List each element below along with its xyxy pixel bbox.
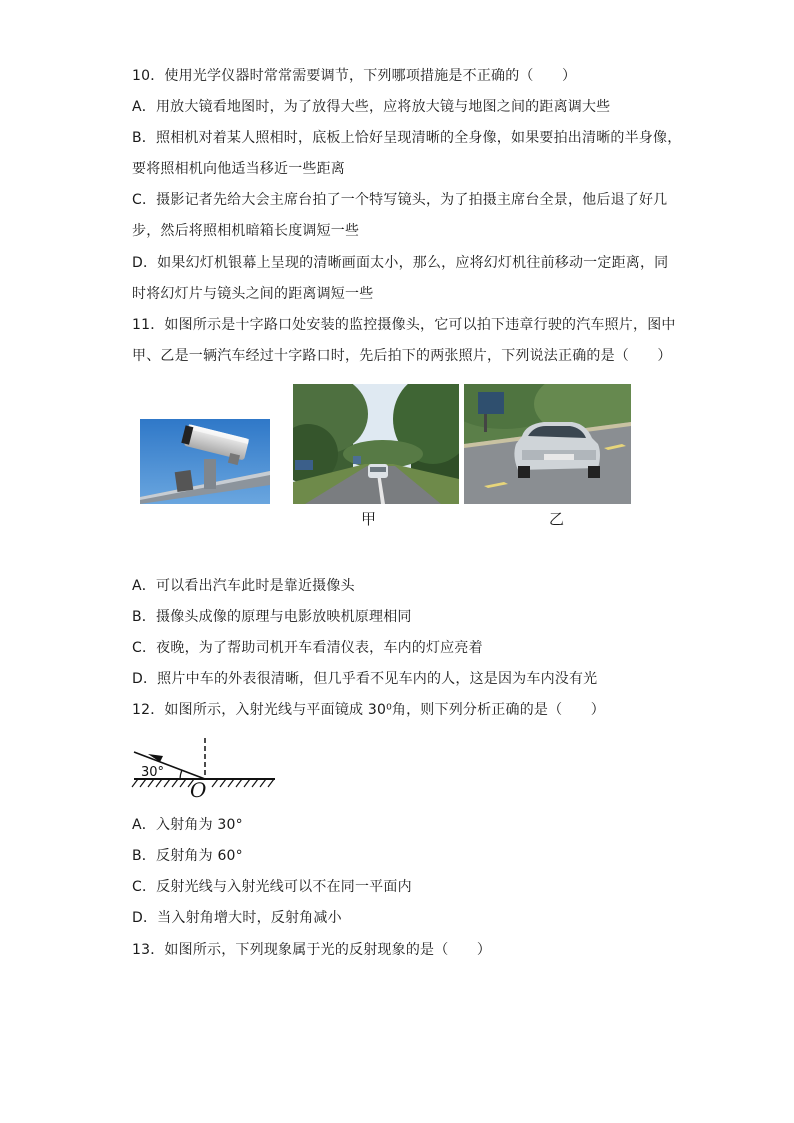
- caption-jia: 甲: [361, 510, 377, 528]
- q11-option-b: B．摄像头成像的原理与电影放映机原理相同: [132, 609, 412, 625]
- q11-option-d: D．照片中车的外表很清晰，但几乎看不见车内的人，这是因为车内没有光: [132, 671, 598, 687]
- q11-stem-line2: 甲、乙是一辆汽车经过十字路口时，先后拍下的两张照片，下列说法正确的是（ ）: [132, 348, 672, 364]
- q10-stem: 10．使用光学仪器时常常需要调节，下列哪项措施是不正确的（ ）: [132, 68, 577, 84]
- surveillance-camera-photo: [140, 419, 270, 504]
- road-photo-yi: [464, 384, 631, 504]
- q11-option-c: C．夜晚，为了帮助司机开车看清仪表，车内的灯应亮着: [132, 640, 483, 656]
- q12-option-a: A．入射角为 30°: [132, 817, 243, 833]
- q12-option-d: D．当入射角增大时，反射角减小: [132, 910, 342, 926]
- q10-option-c: C．摄影记者先给大会主席台拍了一个特写镜头，为了拍摄主席台全景，他后退了好几: [132, 192, 668, 208]
- q12-option-b: B．反射角为 60°: [132, 848, 243, 864]
- q12-option-c: C．反射光线与入射光线可以不在同一平面内: [132, 879, 412, 895]
- q10-option-d-cont: 时将幻灯片与镜头之间的距离调短一些: [132, 286, 374, 302]
- q10-option-d: D．如果幻灯机银幕上呈现的清晰画面太小，那么，应将幻灯机往前移动一定距离，同: [132, 255, 669, 271]
- q10-option-a: A．用放大镜看地图时，为了放得大些，应将放大镜与地图之间的距离调大些: [132, 99, 611, 115]
- angle-label: 30°: [141, 765, 165, 780]
- q12-stem: 12．如图所示，入射光线与平面镜成 30⁰角，则下列分析正确的是（ ）: [132, 702, 605, 718]
- q11-stem-line1: 11．如图所示是十字路口处安装的监控摄像头，它可以拍下违章行驶的汽车照片，图中: [132, 317, 676, 333]
- road-photo-jia: [293, 384, 459, 504]
- q13-stem: 13．如图所示，下列现象属于光的反射现象的是（ ）: [132, 942, 492, 958]
- caption-yi: 乙: [549, 510, 565, 528]
- point-o-label: O: [190, 778, 207, 800]
- q10-option-c-cont: 步，然后将照相机暗箱长度调短一些: [132, 223, 360, 239]
- reflection-diagram: [130, 735, 280, 800]
- q10-option-b-cont: 要将照相机向他适当移近一些距离: [132, 161, 345, 177]
- q11-option-a: A．可以看出汽车此时是靠近摄像头: [132, 578, 355, 594]
- q10-option-b: B．照相机对着某人照相时，底板上恰好呈现清晰的全身像，如果要拍出清晰的半身像，: [132, 130, 682, 146]
